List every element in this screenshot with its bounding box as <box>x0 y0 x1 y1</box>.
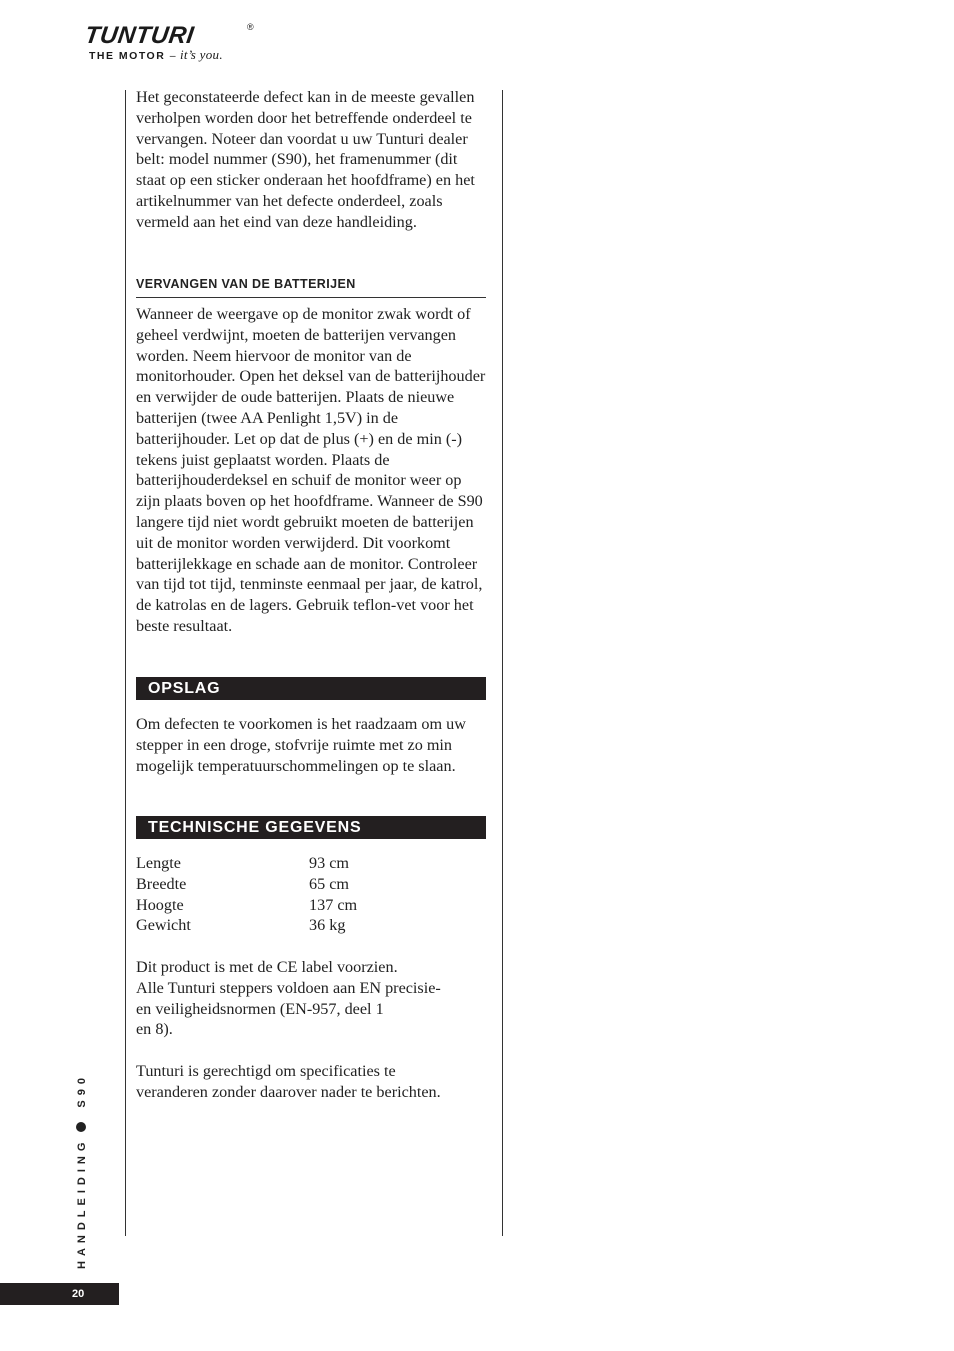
side-label-manual: HANDLEIDING <box>76 1137 88 1269</box>
spec-value: 93 cm <box>309 854 350 872</box>
spec-row <box>136 915 357 936</box>
storage-paragraph: Om defecten te voorkomen is het raadzaam om uw stepper in een droge, stofvrije ruimte met zo min mogelijk temperatuurschommelingen op te slaan. <box>136 715 466 775</box>
specs-heading: TECHNISCHE GEGEVENS <box>136 816 486 839</box>
side-label-model: S90 <box>76 1073 88 1108</box>
storage-heading: OPSLAG <box>136 677 486 700</box>
batteries-section <box>136 304 486 637</box>
defect-section <box>136 87 486 233</box>
rights-notice <box>136 1061 486 1103</box>
spec-label: Lengte <box>136 854 181 872</box>
spec-row <box>136 853 357 874</box>
tagline-text: THE MOTOR <box>89 50 166 62</box>
ce-notice <box>136 957 486 1040</box>
rights-line: veranderen zonder daarover nader te berichten. <box>136 1082 441 1101</box>
page-number: 20 <box>0 1283 119 1305</box>
spec-row <box>136 874 357 895</box>
side-label <box>76 1073 88 1269</box>
tagline-slogan: it’s you. <box>180 47 223 62</box>
batteries-paragraph: Wanneer de weergave op de monitor zwak wordt of geheel verdwijnt, moeten de batterijen vervangen worden. Neem hiervoor de monitor van de monitorhouder. Open het deksel van de batterijhouder en verwijder de oude batterijen. Plaats de nieuwe batterijen (twee AA Penlight 1,5V) in de batterijhouder. Let op dat de plus (+) en de min (-) tekens juist geplaatst worden. Plaats de batterijhouderdeksel en schuif de monitor weer op zijn plaats boven op het hoofdframe. Wanneer de S90 langere tijd niet wordt gebruikt moeten de batterijen uit de monitor worden verwijderd. Dit voorkomt batterijlekkage en schade aan de monitor. Controleer van tijd tot tijd, tenminste eenmaal per jaar, de katrol, de katrolas en de lagers. Gebruik teflon-vet voor het beste resultaat. <box>136 305 486 635</box>
logo-tagline <box>89 47 223 63</box>
spec-label: Hoogte <box>136 895 184 914</box>
spec-value: 65 cm <box>309 874 350 893</box>
rights-line: Tunturi is gerechtigd om specificaties te <box>136 1062 396 1080</box>
ce-line: Alle Tunturi steppers voldoen aan EN precisie- <box>136 978 441 997</box>
ce-line: Dit product is met de CE label voorzien. <box>136 958 398 976</box>
spec-label: Breedte <box>136 874 187 893</box>
bullet-dot-icon <box>76 1122 86 1132</box>
defect-paragraph: Het geconstateerde defect kan in de meeste gevallen verholpen worden door het betreffende onderdeel te vervangen. Noteer dan voordat u uw Tunturi dealer belt: model nummer (S90), het framenummer (dit staat op een sticker onderaan het hoofdframe) en het artikelnummer van het defecte onderdeel, zoals vermeld aan het eind van deze handleiding. <box>136 88 475 231</box>
ce-line: en veiligheidsnormen (EN-957, deel 1 <box>136 999 384 1018</box>
batteries-heading: VERVANGEN VAN DE BATTERIJEN <box>136 277 486 298</box>
spec-label: Gewicht <box>136 916 191 935</box>
spec-value: 137 cm <box>309 895 358 914</box>
storage-section <box>136 714 486 776</box>
specs-table <box>136 853 357 936</box>
rights-text <box>136 1061 486 1103</box>
tagline-dash: – <box>169 50 176 62</box>
logo-wordmark: TUNTURI <box>83 22 196 49</box>
ce-text <box>136 957 486 1040</box>
spec-row <box>136 895 357 916</box>
tunturi-logo <box>85 22 265 66</box>
spec-value: 36 kg <box>309 916 346 935</box>
column-rule-right <box>502 90 503 1236</box>
column-rule-left <box>125 90 126 1236</box>
registered-mark: ® <box>247 22 254 32</box>
ce-line: en 8). <box>136 1020 173 1039</box>
